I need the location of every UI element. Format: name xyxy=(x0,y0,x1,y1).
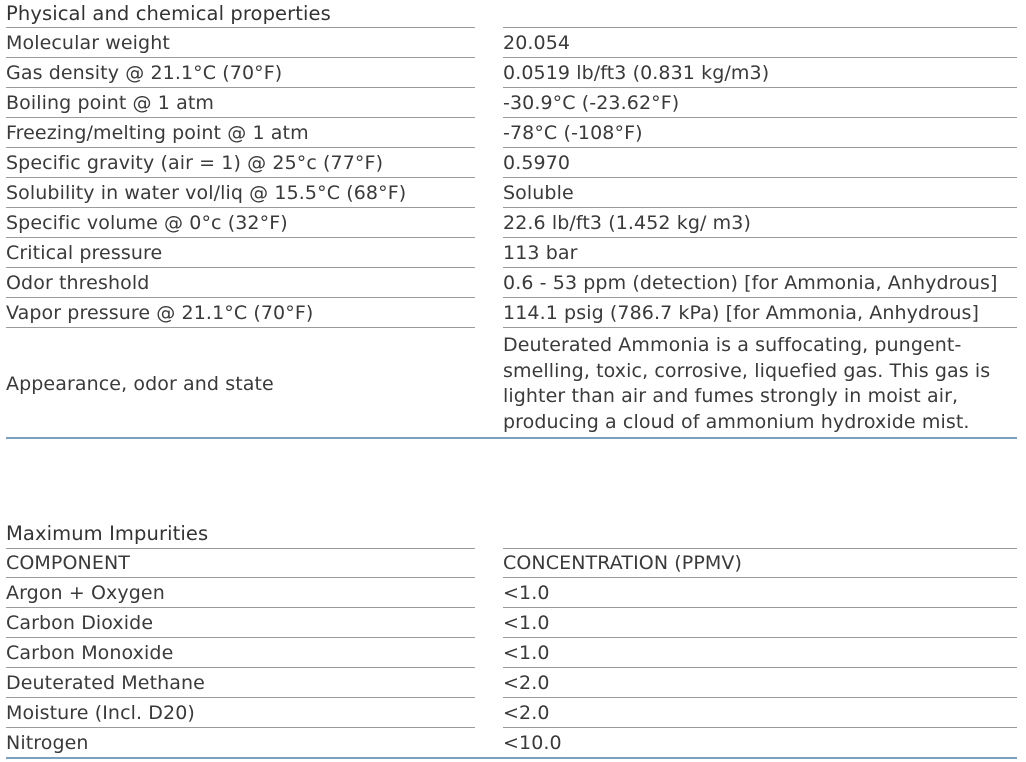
divider xyxy=(503,548,1017,549)
divider xyxy=(6,207,475,208)
property-label: Specific gravity (air = 1) @ 25°c (77°F) xyxy=(6,152,384,174)
appearance-value: Deuterated Ammonia is a suffocating, pungent-smelling, toxic, corrosive, liquefied gas. This gas is lighter than air and fumes strongly in moist air, producing a cloud of ammonium hydroxide mist. xyxy=(503,334,991,433)
property-value: 0.6 - 53 ppm (detection) [for Ammonia, Anhydrous] xyxy=(503,272,998,294)
impurity-component: Nitrogen xyxy=(6,732,89,754)
divider xyxy=(503,607,1017,608)
property-label: Specific volume @ 0°c (32°F) xyxy=(6,212,288,234)
impurity-component: Moisture (Incl. D20) xyxy=(6,702,195,724)
property-value: 113 bar xyxy=(503,242,578,264)
concentration-column-header: CONCENTRATION (PPMV) xyxy=(503,552,743,574)
impurity-concentration: <1.0 xyxy=(503,612,550,634)
property-value: 114.1 psig (786.7 kPa) [for Ammonia, Anhydrous] xyxy=(503,302,980,324)
property-label: Vapor pressure @ 21.1°C (70°F) xyxy=(6,302,314,324)
divider xyxy=(503,117,1017,118)
divider xyxy=(6,237,475,238)
divider xyxy=(503,697,1017,698)
divider xyxy=(503,27,1017,28)
impurity-concentration: <2.0 xyxy=(503,672,550,694)
property-value: 0.5970 xyxy=(503,152,571,174)
divider xyxy=(6,297,475,298)
property-value: 0.0519 lb/ft3 (0.831 kg/m3) xyxy=(503,62,770,84)
divider xyxy=(6,637,475,638)
divider xyxy=(503,87,1017,88)
divider xyxy=(6,667,475,668)
divider xyxy=(6,177,475,178)
divider xyxy=(6,147,475,148)
impurity-concentration: <10.0 xyxy=(503,732,562,754)
impurity-component: Argon + Oxygen xyxy=(6,582,165,604)
divider xyxy=(503,637,1017,638)
property-value: 20.054 xyxy=(503,32,571,54)
property-label: Gas density @ 21.1°C (70°F) xyxy=(6,62,283,84)
divider xyxy=(503,207,1017,208)
divider xyxy=(503,177,1017,178)
impurity-component: Carbon Dioxide xyxy=(6,612,154,634)
component-column-header: COMPONENT xyxy=(6,552,130,574)
divider xyxy=(503,727,1017,728)
impurity-concentration: <1.0 xyxy=(503,582,550,604)
section-end-divider xyxy=(6,757,1017,759)
appearance-label: Appearance, odor and state xyxy=(6,373,274,395)
divider xyxy=(503,57,1017,58)
property-value: -30.9°C (-23.62°F) xyxy=(503,92,680,114)
divider xyxy=(6,267,475,268)
impurity-component: Deuterated Methane xyxy=(6,672,205,694)
divider xyxy=(6,577,475,578)
property-label: Freezing/melting point @ 1 atm xyxy=(6,122,309,144)
property-label: Molecular weight xyxy=(6,32,170,54)
divider xyxy=(6,327,475,328)
property-label: Odor threshold xyxy=(6,272,150,294)
section-end-divider xyxy=(6,437,1017,439)
divider xyxy=(503,237,1017,238)
divider xyxy=(6,27,475,28)
divider xyxy=(6,117,475,118)
divider xyxy=(6,57,475,58)
property-value: Soluble xyxy=(503,182,574,204)
divider xyxy=(503,327,1017,328)
impurity-concentration: <1.0 xyxy=(503,642,550,664)
property-value: 22.6 lb/ft3 (1.452 kg/ m3) xyxy=(503,212,751,234)
divider xyxy=(503,667,1017,668)
impurity-component: Carbon Monoxide xyxy=(6,642,174,664)
divider xyxy=(6,697,475,698)
property-value: -78°C (-108°F) xyxy=(503,122,643,144)
divider xyxy=(6,727,475,728)
impurity-concentration: <2.0 xyxy=(503,702,550,724)
divider xyxy=(503,297,1017,298)
property-label: Critical pressure xyxy=(6,242,163,264)
divider xyxy=(503,577,1017,578)
divider xyxy=(503,147,1017,148)
physical-properties-title: Physical and chemical properties xyxy=(6,2,331,25)
divider xyxy=(6,87,475,88)
divider xyxy=(6,607,475,608)
maximum-impurities-title: Maximum Impurities xyxy=(6,522,209,545)
property-label: Boiling point @ 1 atm xyxy=(6,92,215,114)
property-label: Solubility in water vol/liq @ 15.5°C (68°F) xyxy=(6,182,407,204)
divider xyxy=(6,548,475,549)
divider xyxy=(503,267,1017,268)
